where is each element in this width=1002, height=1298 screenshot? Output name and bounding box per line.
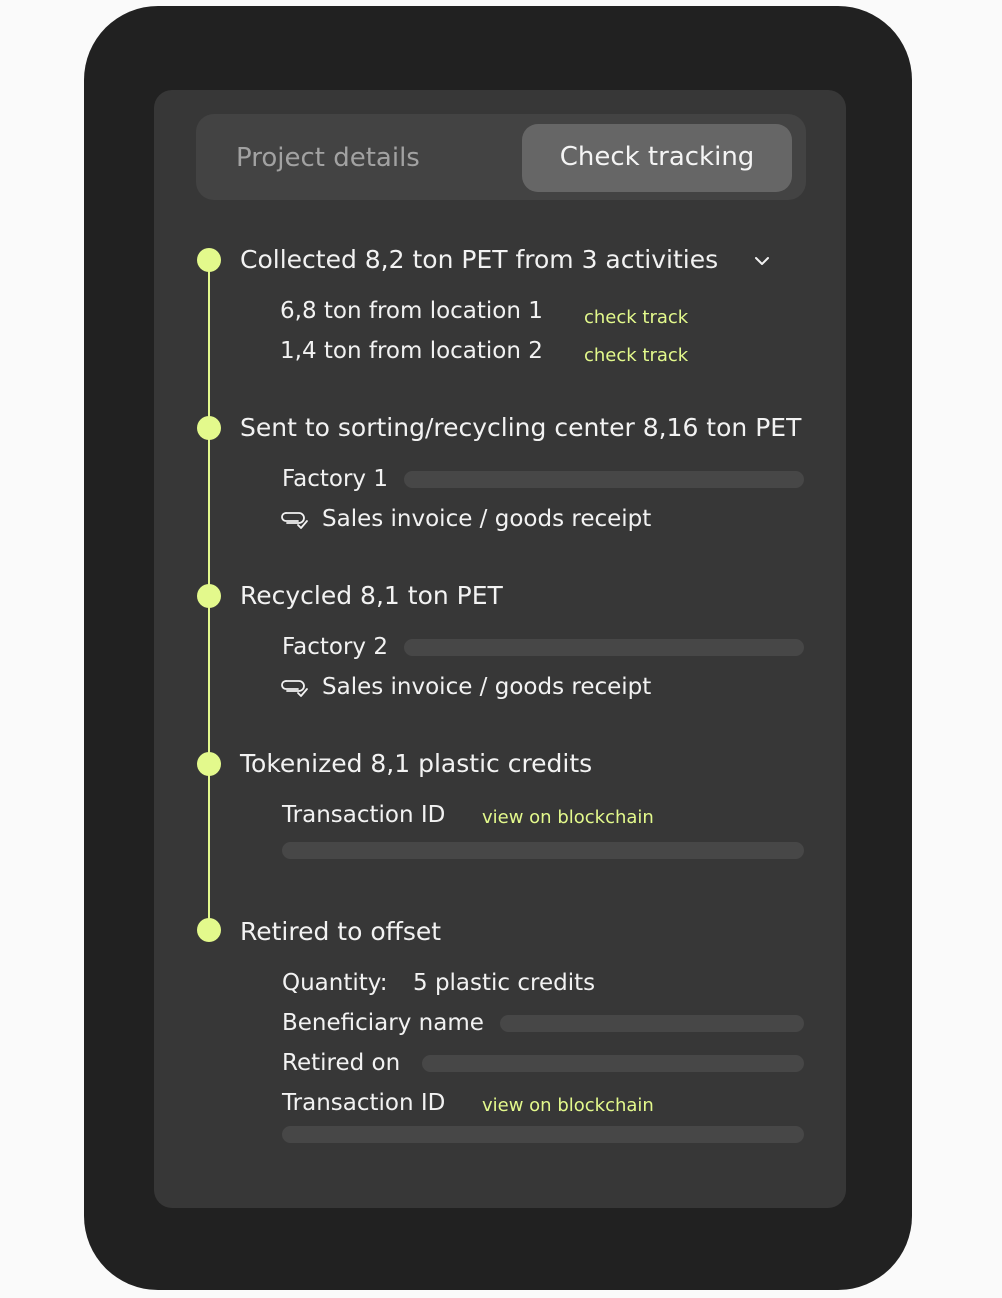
retired-transaction-id-label: Transaction ID bbox=[282, 1090, 446, 1116]
location-1-label: 6,8 ton from location 1 bbox=[280, 298, 543, 324]
factory-2-label: Factory 2 bbox=[282, 634, 388, 660]
document-check-icon bbox=[281, 677, 309, 699]
timeline-dot-tokenized bbox=[197, 752, 221, 776]
tab-check-tracking[interactable]: Check tracking bbox=[522, 124, 792, 192]
quantity-label: Quantity: bbox=[282, 970, 388, 996]
timeline-dot-retired bbox=[197, 918, 221, 942]
transaction-id-label: Transaction ID bbox=[282, 802, 446, 828]
check-track-link-1[interactable]: check track bbox=[584, 307, 689, 328]
transaction-id-value-placeholder bbox=[282, 842, 804, 859]
document-link-2[interactable]: Sales invoice / goods receipt bbox=[322, 674, 652, 700]
retired-transaction-id-value-placeholder bbox=[282, 1126, 804, 1143]
tab-project-details[interactable]: Project details bbox=[236, 143, 420, 173]
document-link-1[interactable]: Sales invoice / goods receipt bbox=[322, 506, 652, 532]
check-track-link-2[interactable]: check track bbox=[584, 345, 689, 366]
step-title-tokenized: Tokenized 8,1 plastic credits bbox=[240, 749, 593, 778]
factory-2-value-placeholder bbox=[404, 639, 804, 656]
step-title-retired: Retired to offset bbox=[240, 917, 442, 946]
retired-on-label: Retired on bbox=[282, 1050, 401, 1076]
retired-on-value-placeholder bbox=[422, 1055, 804, 1072]
factory-1-label: Factory 1 bbox=[282, 466, 388, 492]
timeline-dot-recycled bbox=[197, 584, 221, 608]
beneficiary-name-value-placeholder bbox=[500, 1015, 804, 1032]
chevron-down-icon[interactable] bbox=[753, 252, 771, 270]
view-on-blockchain-link-2[interactable]: view on blockchain bbox=[482, 1095, 654, 1116]
timeline-dot-sent bbox=[197, 416, 221, 440]
document-check-icon bbox=[281, 509, 309, 531]
factory-1-value-placeholder bbox=[404, 471, 804, 488]
beneficiary-name-label: Beneficiary name bbox=[282, 1010, 484, 1036]
timeline-dot-collected bbox=[197, 248, 221, 272]
view-on-blockchain-link-1[interactable]: view on blockchain bbox=[482, 807, 654, 828]
location-2-label: 1,4 ton from location 2 bbox=[280, 338, 543, 364]
step-title-recycled: Recycled 8,1 ton PET bbox=[240, 581, 503, 610]
step-title-collected: Collected 8,2 ton PET from 3 activities bbox=[240, 245, 719, 274]
quantity-value: 5 plastic credits bbox=[413, 970, 596, 996]
step-title-sent: Sent to sorting/recycling center 8,16 ton PET bbox=[240, 413, 802, 442]
